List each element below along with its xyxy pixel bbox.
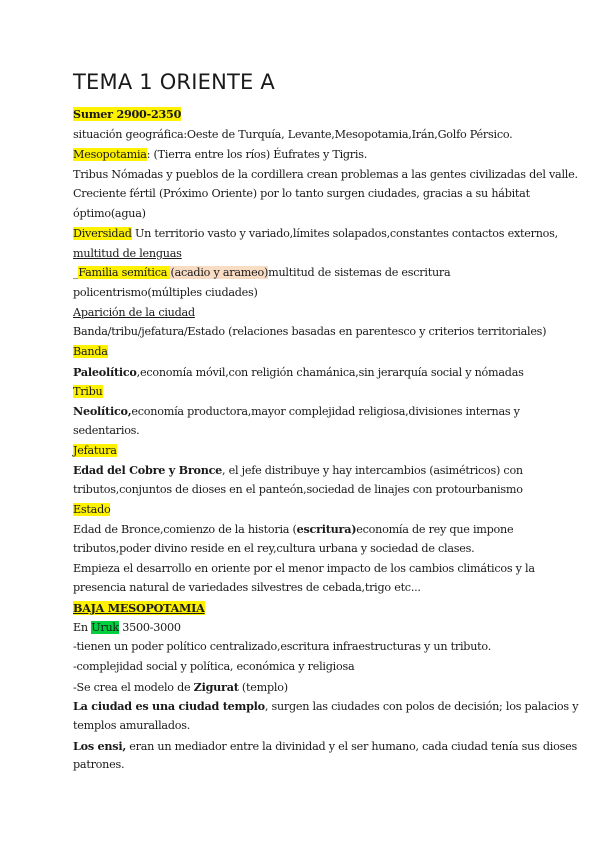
line-poder-politico: -tienen un poder político centralizado,escritura infraestructuras y un tributo. [73, 640, 492, 653]
line-presencia: presencia natural de variedades silvestres de cebada,trigo etc... [73, 581, 421, 594]
bold-ensi: Los ensi, [73, 739, 126, 753]
line-desarrollo: Empieza el desarrollo en oriente por el menor impacto de los cambios climáticos y la [73, 562, 535, 575]
text-mesopotamia: : (Tierra entre los ríos) Éufrates y Tigris. [146, 148, 368, 161]
bold-zigurat: Zigurat [193, 680, 239, 694]
line-familia [73, 265, 450, 281]
bold-neolitico: Neolítico, [73, 404, 132, 418]
highlight-uruk: Uruk [91, 621, 119, 634]
highlight-familia: Familia semítica [78, 266, 171, 279]
text-modelo: -Se crea el modelo de [73, 681, 194, 694]
text-templo: (templo) [238, 681, 288, 694]
line-poder-divino: tributos,poder divino reside en el rey,cultura urbana y sociedad de clases. [73, 542, 475, 555]
line-lenguas: multitud de lenguas [73, 247, 182, 260]
line-tributos: tributos,conjuntos de dioses en el panteón,sociedad de linajes con protourbanismo [73, 483, 523, 496]
line-tribus: Tribus Nómadas y pueblos de la cordillera crean problemas a las gentes civilizadas del valle. [73, 168, 578, 181]
highlight-acadio: (acadio y arameo) [170, 266, 269, 279]
line-estado [73, 502, 110, 518]
line-ensi [73, 738, 577, 755]
line-aparicion: Aparición de la ciudad [73, 306, 195, 319]
line-baja-mesopotamia [73, 600, 205, 617]
text-underscore: _ [73, 266, 79, 279]
heading-baja-mesopotamia: BAJA MESOPOTAMIA [73, 601, 205, 615]
highlight-diversidad: Diversidad [73, 227, 132, 240]
line-amurallados: templos amurallados. [73, 719, 191, 732]
line-uruk [73, 620, 181, 636]
line-sumer [73, 106, 181, 123]
line-diversidad [73, 226, 558, 242]
text-en: En [73, 621, 92, 634]
text-escritura: multitud de sistemas de escritura [268, 266, 451, 279]
line-mesopotamia [73, 147, 367, 163]
line-complejidad: -complejidad social y política, económica y religiosa [73, 660, 355, 673]
text-diversidad: Un territorio vasto y variado,límites solapados,constantes contactos externos, [131, 227, 558, 240]
page-title: TEMA 1 ORIENTE A [73, 70, 275, 94]
highlight-jefatura: Jefatura [73, 444, 117, 457]
line-jefatura [73, 443, 117, 459]
line-banda [73, 344, 108, 360]
line-banda-tribu: Banda/tribu/jefatura/Estado (relaciones basadas en parentesco y criterios territoriales) [73, 325, 547, 338]
text-rey: economía de rey que impone [356, 523, 514, 536]
line-situacion: situación geográfica:Oeste de Turquía, Levante,Mesopotamia,Irán,Golfo Pérsico. [73, 128, 513, 141]
text-bronce: Edad de Bronce,comienzo de la historia ( [73, 523, 297, 536]
bold-escritura: escritura) [296, 522, 357, 536]
line-cobre [73, 462, 523, 479]
line-neolitico [73, 403, 520, 420]
line-bronce [73, 521, 513, 538]
text-cobre: , el jefe distribuye y hay intercambios (asimétricos) con [222, 464, 523, 477]
bold-paleolitico: Paleolítico [73, 365, 137, 379]
bold-cobre: Edad del Cobre y Bronce [73, 463, 223, 477]
line-policentrismo: policentrismo(múltiples ciudades) [73, 286, 258, 299]
text-ensi: eran un mediador entre la divinidad y el ser humano, cada ciudad tenía sus dioses [125, 740, 577, 753]
highlight-mesopotamia: Mesopotamia [73, 148, 147, 161]
line-patrones: patrones. [73, 758, 125, 771]
text-paleolitico: ,economía móvil,con religión chamánica,sin jerarquía social y nómadas [136, 366, 524, 379]
highlight-tribu: Tribu [73, 385, 103, 398]
highlight-estado: Estado [73, 503, 111, 516]
text-ciudad-templo: , surgen las ciudades con polos de decisión; los palacios y [264, 700, 579, 713]
line-optimo: óptimo(agua) [73, 207, 146, 220]
line-tribu [73, 384, 103, 400]
bold-ciudad-templo: La ciudad es una ciudad templo [73, 699, 265, 713]
line-sedentarios: sedentarios. [73, 424, 140, 437]
line-zigurat [73, 679, 288, 696]
line-creciente: Creciente fértil (Próximo Oriente) por lo tanto surgen ciudades, gracias a su hábitat [73, 187, 530, 200]
highlight-banda: Banda [73, 345, 108, 358]
line-ciudad-templo [73, 698, 578, 715]
text-neolitico: economía productora,mayor complejidad religiosa,divisiones internas y [131, 405, 520, 418]
heading-sumer: Sumer 2900-2350 [73, 107, 182, 121]
text-uruk-dates: 3500-3000 [118, 621, 181, 634]
line-paleolitico [73, 364, 524, 381]
